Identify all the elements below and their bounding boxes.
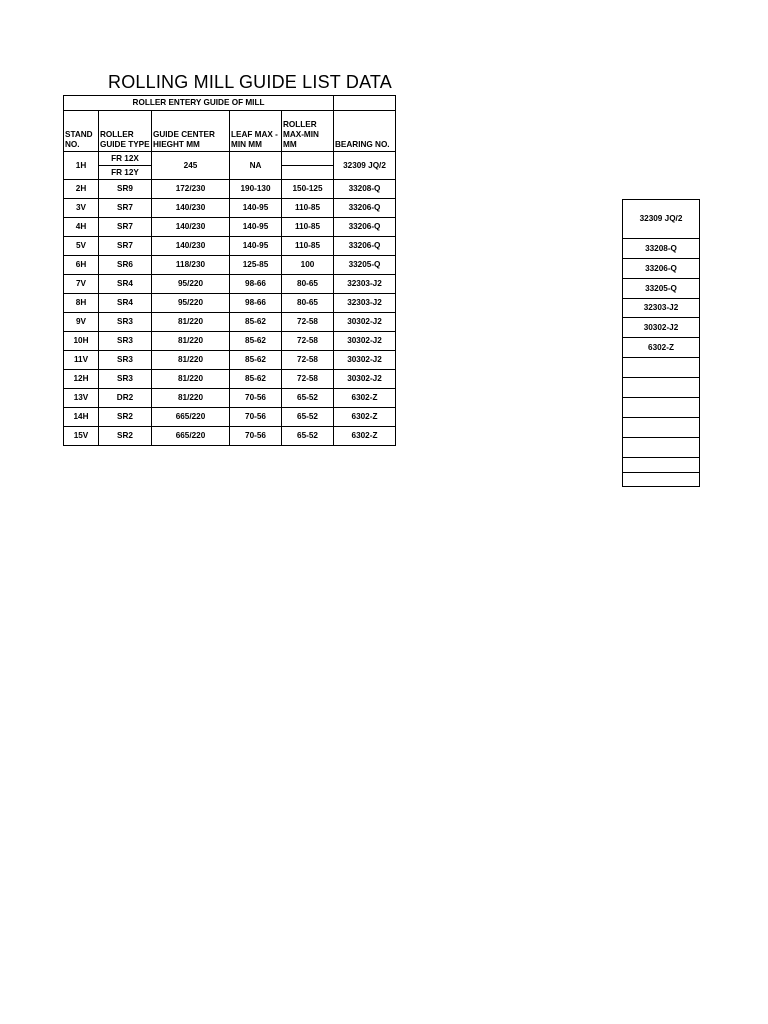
side-row [623,473,700,487]
cell-center: 172/230 [152,180,230,199]
side-cell: 32303-J2 [623,299,700,318]
col-header-bearing: BEARING NO. [334,111,396,152]
cell-type: SR3 [99,370,152,389]
side-cell: 33208-Q [623,239,700,259]
bearing-side-table [622,199,700,487]
cell-center: 140/230 [152,218,230,237]
col-header-roller: ROLLER MAX-MIN MM [282,111,334,152]
table-row [64,427,396,446]
table-row [64,332,396,351]
cell-stand: 2H [64,180,99,199]
cell-center: 81/220 [152,389,230,408]
side-row [623,259,700,279]
cell-bearing: 33206-Q [334,218,396,237]
cell-bearing: 32309 JQ/2 [334,152,396,180]
blank-cell [334,96,396,111]
cell-type: SR7 [99,237,152,256]
cell-leaf: 98-66 [230,294,282,313]
side-cell: 32309 JQ/2 [623,200,700,239]
column-header-row [64,111,396,152]
cell-center: 81/220 [152,332,230,351]
cell-bearing: 30302-J2 [334,351,396,370]
cell-leaf: 85-62 [230,332,282,351]
cell-leaf: 140-95 [230,237,282,256]
cell-type: FR 12Y [99,166,152,180]
cell-stand: 15V [64,427,99,446]
table-row [64,351,396,370]
cell-stand: 10H [64,332,99,351]
cell-leaf: 85-62 [230,313,282,332]
cell-leaf: NA [230,152,282,180]
side-row [623,338,700,358]
side-cell: 30302-J2 [623,318,700,338]
cell-bearing: 32303-J2 [334,275,396,294]
cell-roller [282,152,334,166]
table-row [64,218,396,237]
table-row [64,294,396,313]
cell-type: SR7 [99,199,152,218]
cell-type: SR2 [99,427,152,446]
cell-stand: 3V [64,199,99,218]
cell-center: 245 [152,152,230,180]
cell-roller: 100 [282,256,334,275]
cell-type: SR3 [99,332,152,351]
cell-center: 81/220 [152,370,230,389]
cell-type: SR3 [99,351,152,370]
cell-roller [282,166,334,180]
cell-bearing: 33206-Q [334,237,396,256]
side-cell [623,438,700,458]
cell-stand: 13V [64,389,99,408]
cell-bearing: 30302-J2 [334,370,396,389]
side-row [623,398,700,418]
cell-type: SR7 [99,218,152,237]
cell-stand: 7V [64,275,99,294]
cell-type: SR6 [99,256,152,275]
side-row [623,438,700,458]
group-header-row [64,96,396,111]
cell-roller: 80-65 [282,275,334,294]
side-row [623,318,700,338]
side-cell: 33206-Q [623,259,700,279]
col-header-leaf: LEAF MAX -MIN MM [230,111,282,152]
cell-roller: 72-58 [282,313,334,332]
cell-roller: 65-52 [282,389,334,408]
cell-center: 140/230 [152,199,230,218]
table-row [64,237,396,256]
side-cell [623,458,700,473]
cell-type: DR2 [99,389,152,408]
cell-stand: 6H [64,256,99,275]
cell-bearing: 6302-Z [334,389,396,408]
cell-center: 665/220 [152,408,230,427]
cell-leaf: 98-66 [230,275,282,294]
cell-leaf: 85-62 [230,370,282,389]
cell-stand: 4H [64,218,99,237]
cell-roller: 72-58 [282,351,334,370]
cell-center: 665/220 [152,427,230,446]
side-row [623,378,700,398]
side-cell [623,378,700,398]
cell-roller: 110-85 [282,237,334,256]
side-row [623,200,700,239]
cell-leaf: 70-56 [230,389,282,408]
cell-bearing: 6302-Z [334,408,396,427]
cell-bearing: 32303-J2 [334,294,396,313]
cell-stand: 5V [64,237,99,256]
side-row [623,358,700,378]
cell-center: 140/230 [152,237,230,256]
cell-stand: 1H [64,152,99,180]
cell-roller: 110-85 [282,218,334,237]
cell-bearing: 6302-Z [334,427,396,446]
cell-stand: 14H [64,408,99,427]
cell-stand: 9V [64,313,99,332]
cell-center: 81/220 [152,351,230,370]
cell-leaf: 85-62 [230,351,282,370]
cell-bearing: 33206-Q [334,199,396,218]
side-cell [623,418,700,438]
cell-roller: 65-52 [282,408,334,427]
cell-bearing: 33205-Q [334,256,396,275]
table-row [64,180,396,199]
group-header: ROLLER ENTERY GUIDE OF MILL [64,96,334,111]
cell-type: SR2 [99,408,152,427]
cell-bearing: 30302-J2 [334,332,396,351]
cell-type: SR4 [99,275,152,294]
cell-type: SR9 [99,180,152,199]
table-row [64,256,396,275]
cell-leaf: 70-56 [230,408,282,427]
cell-stand: 8H [64,294,99,313]
table-row [64,389,396,408]
cell-roller: 80-65 [282,294,334,313]
side-cell [623,473,700,487]
cell-roller: 110-85 [282,199,334,218]
cell-center: 118/230 [152,256,230,275]
cell-leaf: 140-95 [230,199,282,218]
cell-leaf: 140-95 [230,218,282,237]
side-cell: 33205-Q [623,279,700,299]
guide-list-table [63,95,396,446]
cell-stand: 11V [64,351,99,370]
cell-leaf: 125-85 [230,256,282,275]
cell-type: SR4 [99,294,152,313]
cell-roller: 72-58 [282,332,334,351]
table-row [64,199,396,218]
page-title: ROLLING MILL GUIDE LIST DATA [108,72,393,92]
cell-type: SR3 [99,313,152,332]
table-row [64,313,396,332]
cell-bearing: 33208-Q [334,180,396,199]
col-header-type: ROLLER GUIDE TYPE [99,111,152,152]
cell-bearing: 30302-J2 [334,313,396,332]
side-cell [623,358,700,378]
cell-leaf: 70-56 [230,427,282,446]
cell-leaf: 190-130 [230,180,282,199]
table-row [64,370,396,389]
cell-center: 81/220 [152,313,230,332]
side-row [623,458,700,473]
col-header-center: GUIDE CENTER HIEGHT MM [152,111,230,152]
side-cell [623,398,700,418]
col-header-stand: STAND NO. [64,111,99,152]
cell-stand: 12H [64,370,99,389]
table-row [64,408,396,427]
cell-roller: 72-58 [282,370,334,389]
table-row [64,152,396,166]
side-row [623,239,700,259]
cell-center: 95/220 [152,294,230,313]
cell-center: 95/220 [152,275,230,294]
side-row [623,279,700,299]
cell-roller: 150-125 [282,180,334,199]
cell-roller: 65-52 [282,427,334,446]
table-row [64,275,396,294]
side-row [623,299,700,318]
side-cell: 6302-Z [623,338,700,358]
side-row [623,418,700,438]
cell-type: FR 12X [99,152,152,166]
